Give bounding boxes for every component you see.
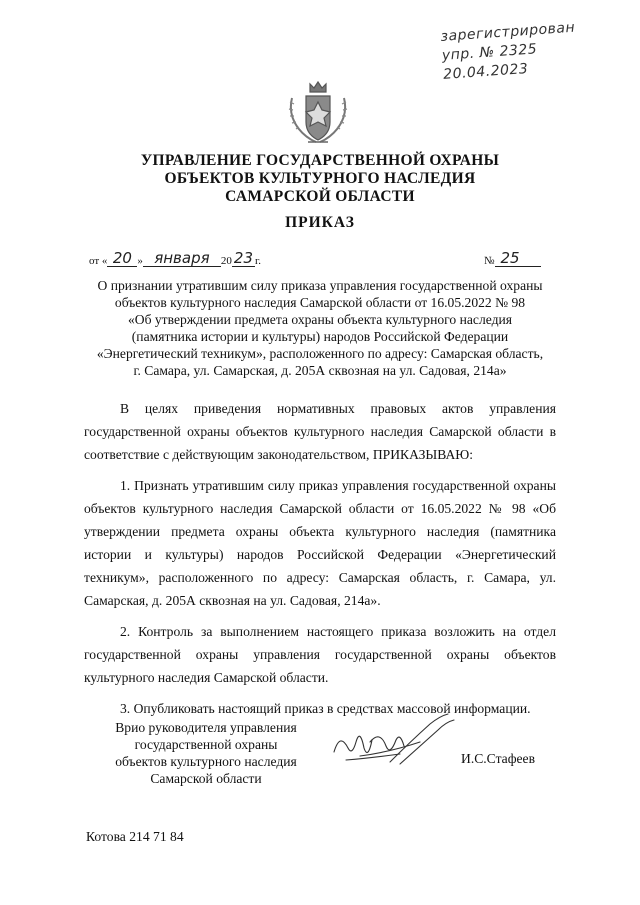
subject-line: (памятника истории и культуры) народов Российской Федерации <box>131 329 509 344</box>
document-type-title: ПРИКАЗ <box>285 214 355 231</box>
subject-line: объектов культурного наследия Самарской области от 16.05.2022 № 98 <box>114 295 526 310</box>
executor-contact: Котова 214 71 84 <box>86 829 184 844</box>
order-number-handwritten: 25 <box>495 250 541 267</box>
date-month-handwritten: января <box>143 250 221 267</box>
subject-line: г. Самара, ул. Самарская, д. 205А сквозная на ул. Садовая, 214а» <box>133 363 507 378</box>
signer-position-line: объектов культурного наследия <box>115 754 297 769</box>
signer-position-line: государственной охраны <box>134 737 278 752</box>
handwritten-signature <box>330 712 460 772</box>
registration-note-line-2: упр. № 2325 <box>441 41 538 64</box>
date-day-handwritten: 20 <box>107 250 137 267</box>
signer-position-line: Врио руководителя управления <box>115 720 297 735</box>
order-item-2: 2. Контроль за выполнением настоящего приказа возложить на отдел государственной охраны управления государственной охраны объектов культурного наследия Самарской области. <box>84 624 556 685</box>
order-body <box>84 397 556 728</box>
signer-position-line: Самарской области <box>150 771 262 786</box>
subject-line: О признании утратившим силу приказа управления государственной охраны <box>97 278 543 293</box>
subject-line: «Об утверждении предмета охраны объекта культурного наследия <box>127 312 513 327</box>
number-prefix: № <box>484 255 495 267</box>
registration-handwritten-note <box>440 15 624 84</box>
organization-line: УПРАВЛЕНИЕ ГОСУДАРСТВЕННОЙ ОХРАНЫ <box>140 152 500 169</box>
date-year-prefix: 20 <box>220 255 232 267</box>
signer-name: И.С.Стафеев <box>461 751 536 766</box>
date-year-handwritten: 23 <box>233 249 254 267</box>
samara-region-coat-of-arms-icon <box>286 78 350 148</box>
registration-note-line-1: зарегистрирован <box>440 19 576 45</box>
subject-line: «Энергетический техникум», расположенного по адресу: Самарская область, <box>96 346 544 361</box>
order-number <box>484 250 541 267</box>
order-item-1: 1. Признать утратившим силу приказ управления государственной охраны объектов культурного наследия Самарской области от 16.05.2022 № 98 «Об утверждении предмета охраны объекта культурного наследия (памятника истории и культуры) народов Российской Федерации «Энергетический техникум», расположенного по адресу: Самарская область, г. Самара, ул. Самарская, д. 205А сквозная на ул. Садовая, 214а». <box>84 478 556 608</box>
registration-note-line-3: 20.04.2023 <box>442 60 529 83</box>
order-subject <box>76 277 564 379</box>
organization-line: ОБЪЕКТОВ КУЛЬТУРНОГО НАСЛЕДИЯ <box>164 170 476 187</box>
order-date <box>89 250 261 267</box>
date-year-suffix: г. <box>255 255 262 267</box>
signer-position <box>86 719 326 787</box>
organization-header <box>60 152 580 206</box>
organization-line: САМАРСКОЙ ОБЛАСТИ <box>225 188 415 205</box>
preamble-paragraph: В целях приведения нормативных правовых актов управления государственной охраны объектов культурного наследия Самарской области в соответствие с действующим законодательством, ПРИКАЗЫВАЮ: <box>84 401 556 462</box>
date-quote-close: » <box>137 255 143 267</box>
date-prefix: от « <box>89 255 108 267</box>
order-item-3: 3. Опубликовать настоящий приказ в средствах массовой информации. <box>120 701 531 716</box>
